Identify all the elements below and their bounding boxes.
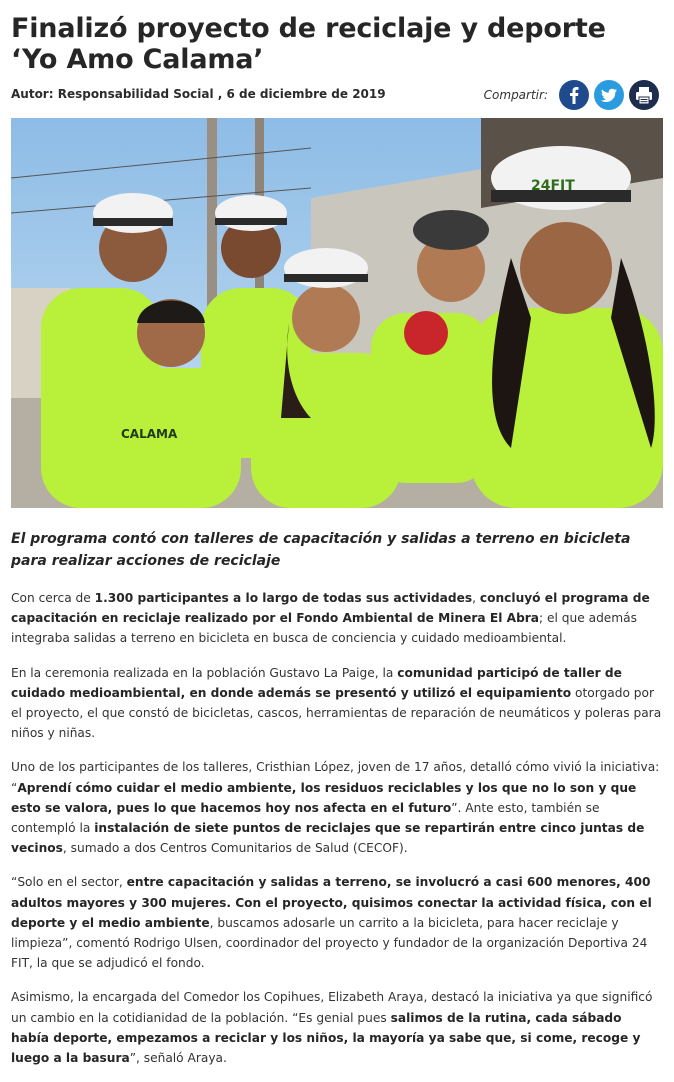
paragraph: “Solo en el sector, entre capacitación y salidas a terreno, se involucró a casi 600 menores, 400 adultos mayores y 300 mujeres. Con el proyecto, quisimos conectar la actividad física, con el deporte y el medio ambiente, buscamos adosarle un carrito a la bicicleta, para hacer reciclaje y limpieza”, comentó Rodrigo Ulsen, coordinador del proyecto y fundador de la organización Deportiva 24 FIT, la que se adjudicó el fondo. [11,875,652,971]
share-bar [484,80,659,110]
print-icon [629,80,659,110]
author-date: Autor: Responsabilidad Social , 6 de diciembre de 2019 [11,87,386,101]
article-body [11,588,663,1082]
shirt-logo-text: CALAMA [121,427,178,441]
cap-logo-text: 24FIT [531,178,575,194]
paragraph: Con cerca de 1.300 participantes a lo largo de todas sus actividades, concluyó el programa de capacitación en reciclaje realizado por el Fondo Ambiental de Minera El Abra; el que además integraba salidas a terreno en bicicleta en busca de conciencia y cuidado medioambiental. [11,591,650,646]
group-photo-illustration [11,118,663,508]
facebook-share-button[interactable] [559,80,589,110]
share-label: Compartir: [483,88,548,102]
twitter-share-button[interactable] [594,80,624,110]
paragraph: Asimismo, la encargada del Comedor los Copihues, Elizabeth Araya, destacó la iniciativa ya que significó un cambio en la cotidianidad de la población. “Es genial pues salimos de la rutina, cada sábado había deporte, empezamos a reciclar y los niños, la mayoría ya sabe que, si come, recoge y luego a la basura”, señaló Araya. [11,990,653,1066]
facebook-icon [559,80,589,110]
print-button[interactable] [629,80,659,110]
article-lead: El programa contó con talleres de capacitación y salidas a terreno en bicicleta para realizar acciones de reciclaje [11,531,631,569]
article-meta-row [11,80,659,110]
article-photo [11,118,663,508]
twitter-icon [594,80,624,110]
paragraph: En la ceremonia realizada en la población Gustavo La Paige, la comunidad participó de taller de cuidado medioambiental, en donde además se presentó y utilizó el equipamiento otorgado por el proyecto, el que constó de bicicletas, cascos, herramientas de reparación de neumáticos y poleras para niños y niñas. [11,665,662,741]
paragraph: Uno de los participantes de los talleres, Cristhian López, joven de 17 años, detalló cómo vivió la iniciativa: “Aprendí cómo cuidar el medio ambiente, los residuos reciclables y los que no lo son y que esto se valora, pues lo que hacemos hoy nos afecta en el futuro”. Ante esto, también se contempló la instalación de siete puntos de reciclajes que se repartirán entre cinco juntas de vecinos, sumado a dos Centros Comunitarios de Salud (CECOF). [11,760,660,856]
article-title: Finalizó proyecto de reciclaje y deporte ‘Yo Amo Calama’ [11,13,606,75]
